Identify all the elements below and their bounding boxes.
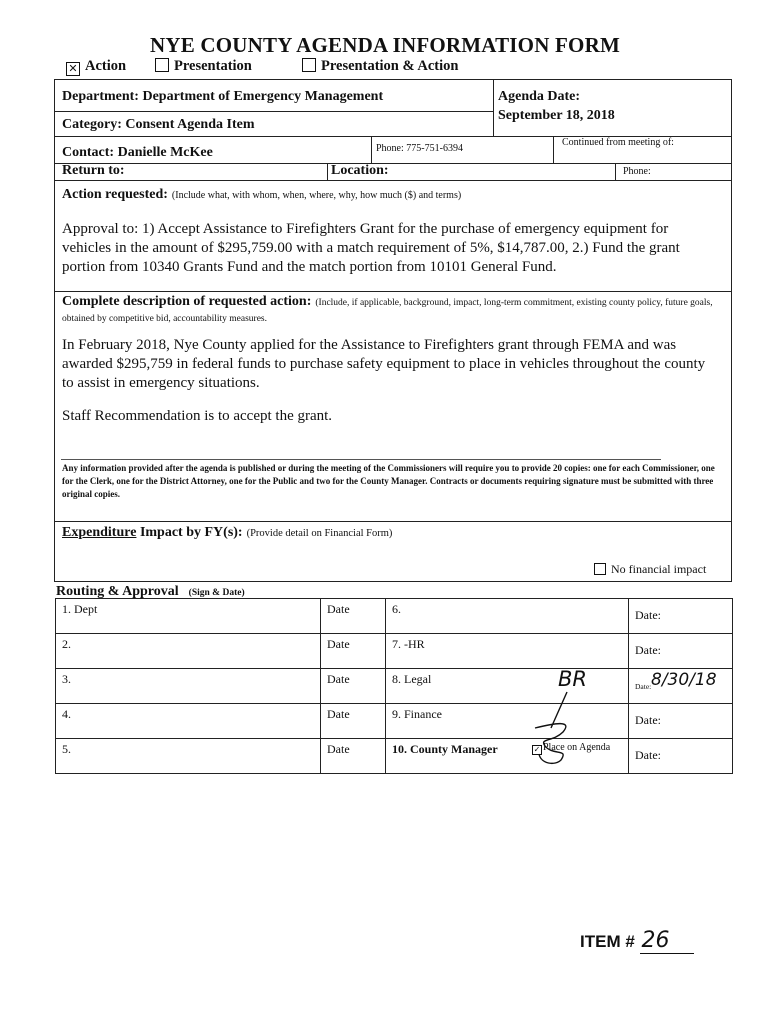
date-cell[interactable]: Date [321,739,386,774]
routing-right-cell[interactable]: 9. Finance [386,704,629,739]
date-cell[interactable]: Date [321,634,386,669]
legal-initials-signature: BR [558,667,587,691]
date-cell[interactable]: Date [321,669,386,704]
contact-field: Contact: Danielle McKee [62,145,213,160]
item-number: ITEM # 26 [580,928,694,953]
routing-left-cell[interactable]: 2. [56,634,321,669]
checkbox-icon[interactable] [155,58,169,72]
agenda-date-label: Agenda Date: [498,89,581,104]
date-cell[interactable]: Date: [629,634,733,669]
routing-left-cell[interactable]: 1. Dept [56,599,321,634]
no-financial-impact-option[interactable]: No financial impact [594,562,706,577]
action-requested-text: Approval to: 1) Accept Assistance to Firefighters Grant for the purchase of emergency equipment for vehicles in the amount of $295,759.00 with a match requirement of 5%, $14,787.00, 2.) Fund the grant portion from 10340 Grants Fund and the match portion from 10101 General Fund. [62,221,680,275]
staff-recommendation: Staff Recommendation is to accept the grant. [62,408,333,424]
location-field: Location: [331,163,389,178]
option-action[interactable]: ✕ Action [66,58,126,76]
checkbox-icon[interactable] [594,563,606,575]
table-row [56,634,733,669]
option-presentation-action[interactable]: Presentation & Action [302,58,458,75]
routing-left-cell[interactable]: 4. [56,704,321,739]
date-cell[interactable]: Date: [629,599,733,634]
routing-right-cell[interactable]: 7. -HR [386,634,629,669]
agenda-date-value: September 18, 2018 [498,108,615,123]
table-row [56,704,733,739]
date-cell[interactable]: Date: [629,704,733,739]
phone2-field: Phone: [623,166,651,177]
place-on-agenda-option[interactable]: ✓ Place on Agenda [533,742,611,754]
table-row [56,739,733,774]
phone-field: Phone: 775-751-6394 [376,143,463,154]
checkbox-icon[interactable] [302,58,316,72]
routing-right-cell[interactable]: 8. Legal BR [386,669,629,704]
county-manager-signature [525,688,595,768]
routing-heading: Routing & Approval (Sign & Date) [56,584,245,599]
description-text: In February 2018, Nye County applied for the Assistance to Firefighters grant through FEMA and was awarded $295,759 in federal funds to purchase safety equipment to place in vehicles throughout the county to assist in emergency situations. [62,337,706,391]
routing-right-cell[interactable]: 10. County Manager ✓ Place on Agenda [386,739,629,774]
checkbox-checked-icon[interactable]: ✓ [533,745,541,754]
action-requested-heading: Action requested: (Include what, with whom, when, where, why, how much ($) and terms) [62,187,462,202]
copies-notice: Any information provided after the agenda is published or during the meeting of the Commissioners will require you to provide 20 copies: one for each Commissioner, one for the Clerk, one for the District Attorney, one for the Public and two for the County Manager. Contracts or documents requiring signature must be submitted with three original copies. [62,463,715,499]
legal-signed-date: 8/30/18 [651,670,717,690]
date-cell[interactable]: Date [321,704,386,739]
checkbox-checked-icon[interactable]: ✕ [66,62,80,76]
routing-table [55,598,733,774]
continued-field: Continued from meeting of: [562,137,674,148]
date-cell[interactable]: Date: 8/30/18 [629,669,733,704]
category-field: Category: Consent Agenda Item [62,117,255,132]
date-cell[interactable]: Date: [629,739,733,774]
return-to-field: Return to: [62,163,125,178]
department-field: Department: Department of Emergency Management [62,89,384,104]
routing-left-cell[interactable]: 3. [56,669,321,704]
table-row [56,669,733,704]
option-presentation[interactable]: Presentation [155,58,252,75]
expenditure-heading: Expenditure Impact by FY(s): (Provide detail on Financial Form) [62,525,393,540]
routing-right-cell[interactable]: 6. [386,599,629,634]
form-title: NYE COUNTY AGENDA INFORMATION FORM [150,33,620,57]
description-heading: Complete description of requested action: (Include, if applicable, background, impact, long-term commitment, existing county policy, future goals, obtained by competitive bid, accountability measures. [62,294,713,324]
routing-left-cell[interactable]: 5. [56,739,321,774]
date-cell[interactable]: Date [321,599,386,634]
table-row [56,599,733,634]
